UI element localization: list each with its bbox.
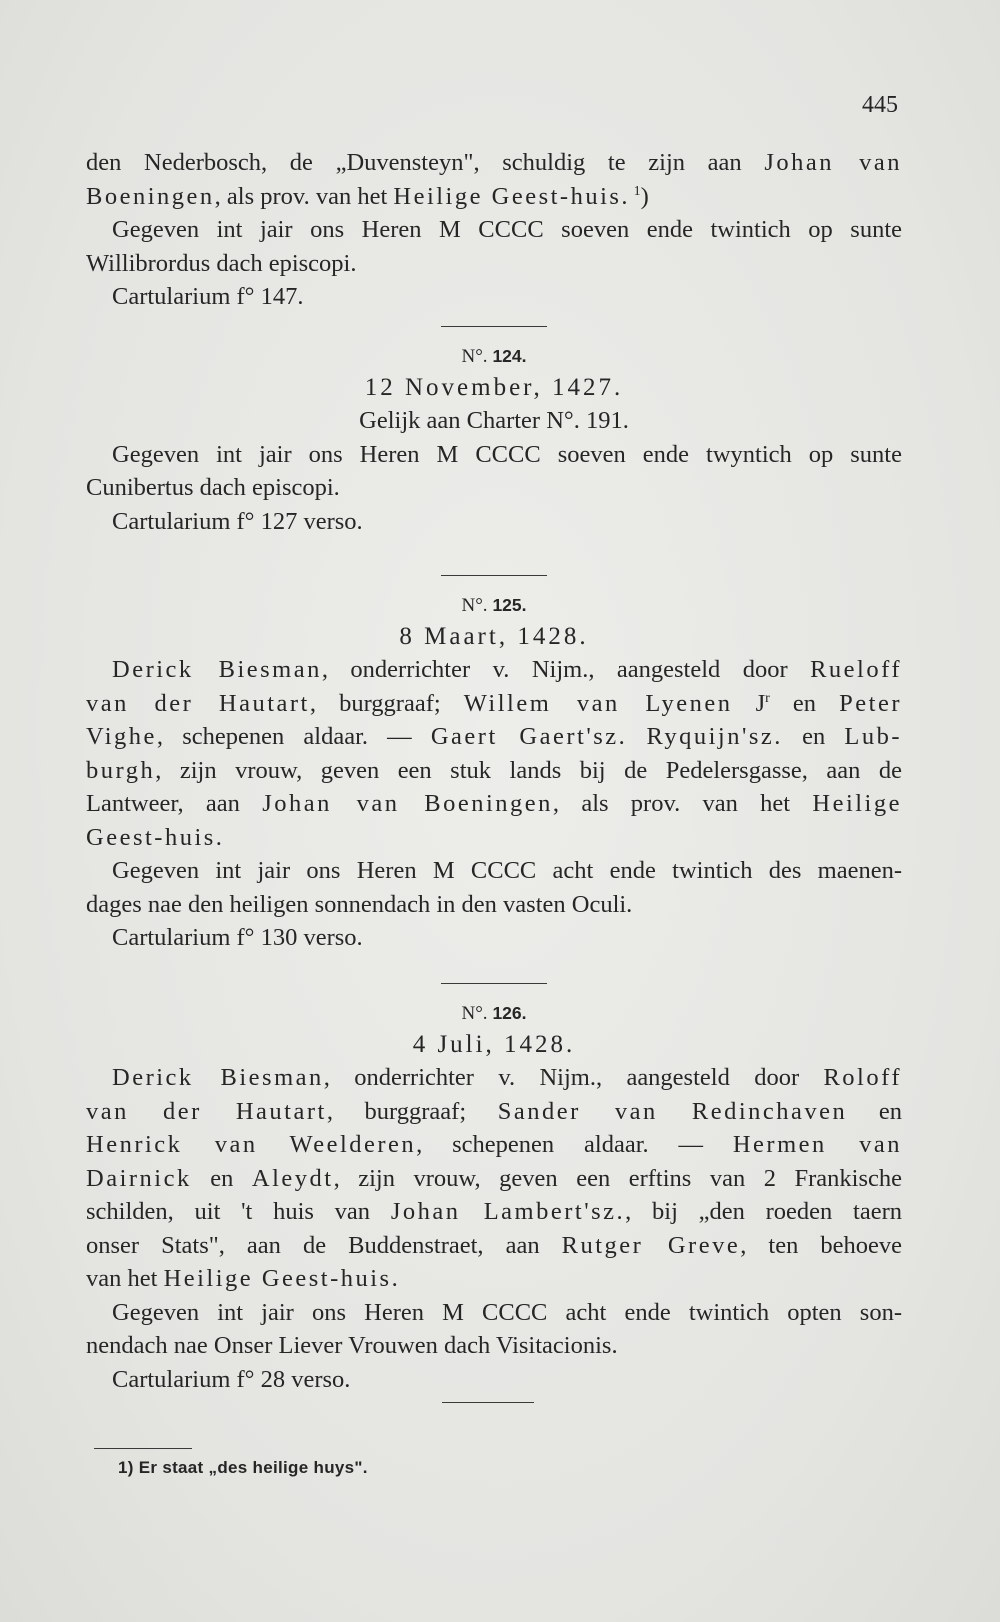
text-line: Vighe, schepenen aldaar. — Gaert Gaert'sz. Ryquijn'sz. en Lub- xyxy=(86,723,902,750)
text-line: Cartularium f° 28 verso. xyxy=(112,1365,351,1393)
text-line: burgh, zijn vrouw, geven een stuk lands bij de Pedelersgasse, aan de xyxy=(86,756,902,784)
text-line: Derick Biesman, onderrichter v. Nijm., aangesteld door Roloff xyxy=(112,1064,902,1091)
previous-entry-continuation xyxy=(86,146,902,314)
separator-rule xyxy=(441,326,547,327)
text-line: Gegeven int jair ons Heren M CCCC acht ende twintich opten son- xyxy=(112,1298,902,1326)
text-line: onser Stats", aan de Buddenstraet, aan Rutger Greve, ten behoeve xyxy=(86,1231,902,1259)
separator-rule xyxy=(441,575,547,576)
page-number: 445 xyxy=(862,92,898,118)
footnote-rule xyxy=(94,1448,192,1449)
entry-124 xyxy=(86,326,902,538)
text-line: dages nae den heiligen sonnendach in den vasten Oculi. xyxy=(86,890,633,918)
text-line: Gegeven int jair ons Heren M CCCC soeven ende twintich op sunte xyxy=(112,216,902,243)
entry-number: N°. 126. xyxy=(461,1003,527,1024)
footnote: 1) Er staat „des heilige huys". xyxy=(118,1458,368,1477)
entry-number: N°. 125. xyxy=(461,595,527,616)
text-line: Gegeven int jair ons Heren M CCCC soeven ende twyntich op sunte xyxy=(112,440,902,468)
text-line: van het Heilige Geest-huis. xyxy=(86,1265,398,1292)
entry-date: 4 Juli, 1428. xyxy=(412,1031,576,1058)
text-line: Cartularium f° 130 verso. xyxy=(112,924,363,951)
text-line: van der Hautart, burggraaf; Willem van Lyenen $J^r$ en Peter xyxy=(86,689,902,717)
separator-rule xyxy=(442,1402,534,1403)
text-line: Gegeven int jair ons Heren M CCCC acht ende twintich des maenen- xyxy=(112,857,902,884)
separator-rule xyxy=(441,983,547,984)
entry-126 xyxy=(86,983,902,1403)
entry-date: 8 Maart, 1428. xyxy=(399,623,589,650)
text-line: van der Hautart, burggraaf; Sander van Redinchaven en xyxy=(86,1097,902,1125)
entry-date: 12 November, 1427. xyxy=(364,374,624,401)
text-line: Dairnick en Aleydt, zijn vrouw, geven een erftins van 2 Frankische xyxy=(86,1164,903,1192)
text-line: nendach nae Onser Liever Vrouwen dach Visitacionis. xyxy=(86,1332,618,1359)
text-line: Cartularium f° 127 verso. xyxy=(112,507,363,535)
text-line: Lantweer, aan Johan van Boeningen, als prov. van het Heilige xyxy=(86,790,902,817)
text-line: Willibrordus dach episcopi. xyxy=(86,249,357,277)
text-line: Henrick van Weelderen, schepenen aldaar. — Hermen van xyxy=(86,1131,902,1158)
text-line: Derick Biesman, onderrichter v. Nijm., aangesteld door Rueloff xyxy=(112,656,902,683)
entry-number: N°. 124. xyxy=(461,346,527,367)
text-line: den Nederbosch, de „Duvensteyn", schuldig te zijn aan Johan van xyxy=(86,149,902,176)
entry-note: Gelijk aan Charter N°. 191. xyxy=(359,407,629,434)
text-line: Cunibertus dach episcopi. xyxy=(86,474,340,501)
text-line: Geest-huis. xyxy=(86,823,225,851)
text-line: schilden, uit 't huis van Johan Lambert'sz., bij „den roeden taern xyxy=(86,1198,903,1225)
entry-125 xyxy=(86,575,902,955)
text-line: Cartularium f° 147. xyxy=(112,283,304,310)
text-line: Boeningen, als prov. van het Heilige Geest-huis. $^1$) xyxy=(86,182,649,210)
